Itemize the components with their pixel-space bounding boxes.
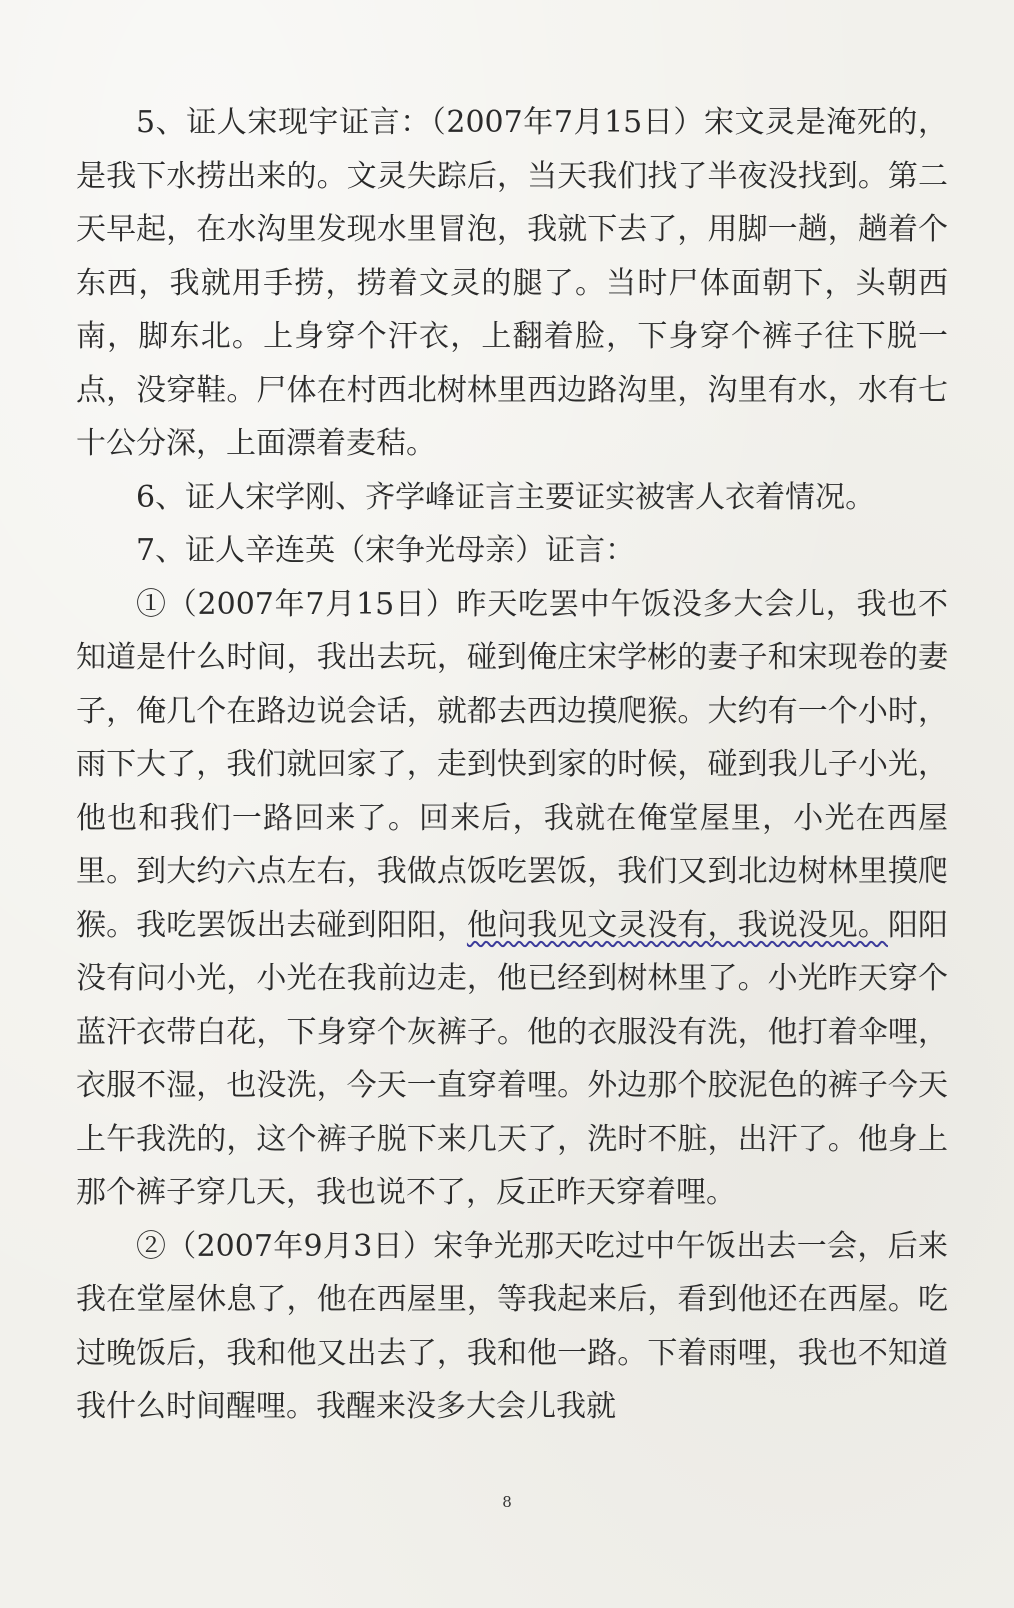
paragraph-witness-song-xuegang: 6、证人宋学刚、齐学峰证言主要证实被害人衣着情况。 (136, 479, 876, 515)
statement-one-part-b: 阳阳没有问小光，小光在我前边走，他已经到树林里了。小光昨天穿个蓝汗衣带白花，下身穿个灰裤子。他的衣服没有洗，他打着伞哩，衣服不湿，也没洗，今天一直穿着哩。外边那个胶泥色的裤子今天上午我洗的，这个裤子脱下来几天了，洗时不脏，出汗了。他身上那个裤子穿几天，我也说不了，反正昨天穿着哩。 (76, 907, 949, 1210)
handwritten-underline-highlight: 他问我见文灵没有，我说没见。 (466, 907, 888, 943)
paragraph-witness-xin-lianying-heading: 7、证人辛连英（宋争光母亲）证言： (136, 533, 636, 568)
statement-one-part-a: ①（2007年7月15日）昨天吃罢中午饭没多大会儿，我也不知道是什么时间，我出去玩，碰到俺庄宋学彬的妻子和宋现卷的妻子，俺几个在路边说会话，就都去西边摸爬猴。大约有一个小时，雨下大了，我们就回家了，走到快到家的时候，碰到我儿子小光，他也和我们一路回来了。回来后，我就在俺堂屋里，小光在西屋里。到大约六点左右，我做点饭吃罢饭，我们又到北边树林里摸爬猴。我吃罢饭出去碰到阳阳， (76, 586, 948, 943)
paragraph-witness-song-xianyu: 5、证人宋现宇证言：（2007年7月15日）宋文灵是淹死的，是我下水捞出来的。文灵失踪后，当天我们找了半夜没找到。第二天早起，在水沟里发现水里冒泡，我就下去了，用脚一趟，趟着个东西，我就用手捞，捞着文灵的腿了。当时尸体面朝下，头朝西南，脚东北。上身穿个汗衣，上翻着脸，下身穿个裤子往下脱一点，没穿鞋。尸体在村西北树林里西边路沟里，沟里有水，水有七十公分深，上面漂着麦秸。 (76, 105, 948, 461)
page-number: 8 (502, 1493, 512, 1511)
paragraph-statement-one (76, 578, 948, 1220)
document-body (76, 96, 948, 1434)
paragraph-statement-two: ②（2007年9月3日）宋争光那天吃过中午饭出去一会，后来我在堂屋休息了，他在西屋里，等我起来后，看到他还在西屋。吃过晚饭后，我和他又出去了，我和他一路。下着雨哩，我也不知道我什么时间醒哩。我醒来没多大会儿我就 (76, 1228, 948, 1424)
